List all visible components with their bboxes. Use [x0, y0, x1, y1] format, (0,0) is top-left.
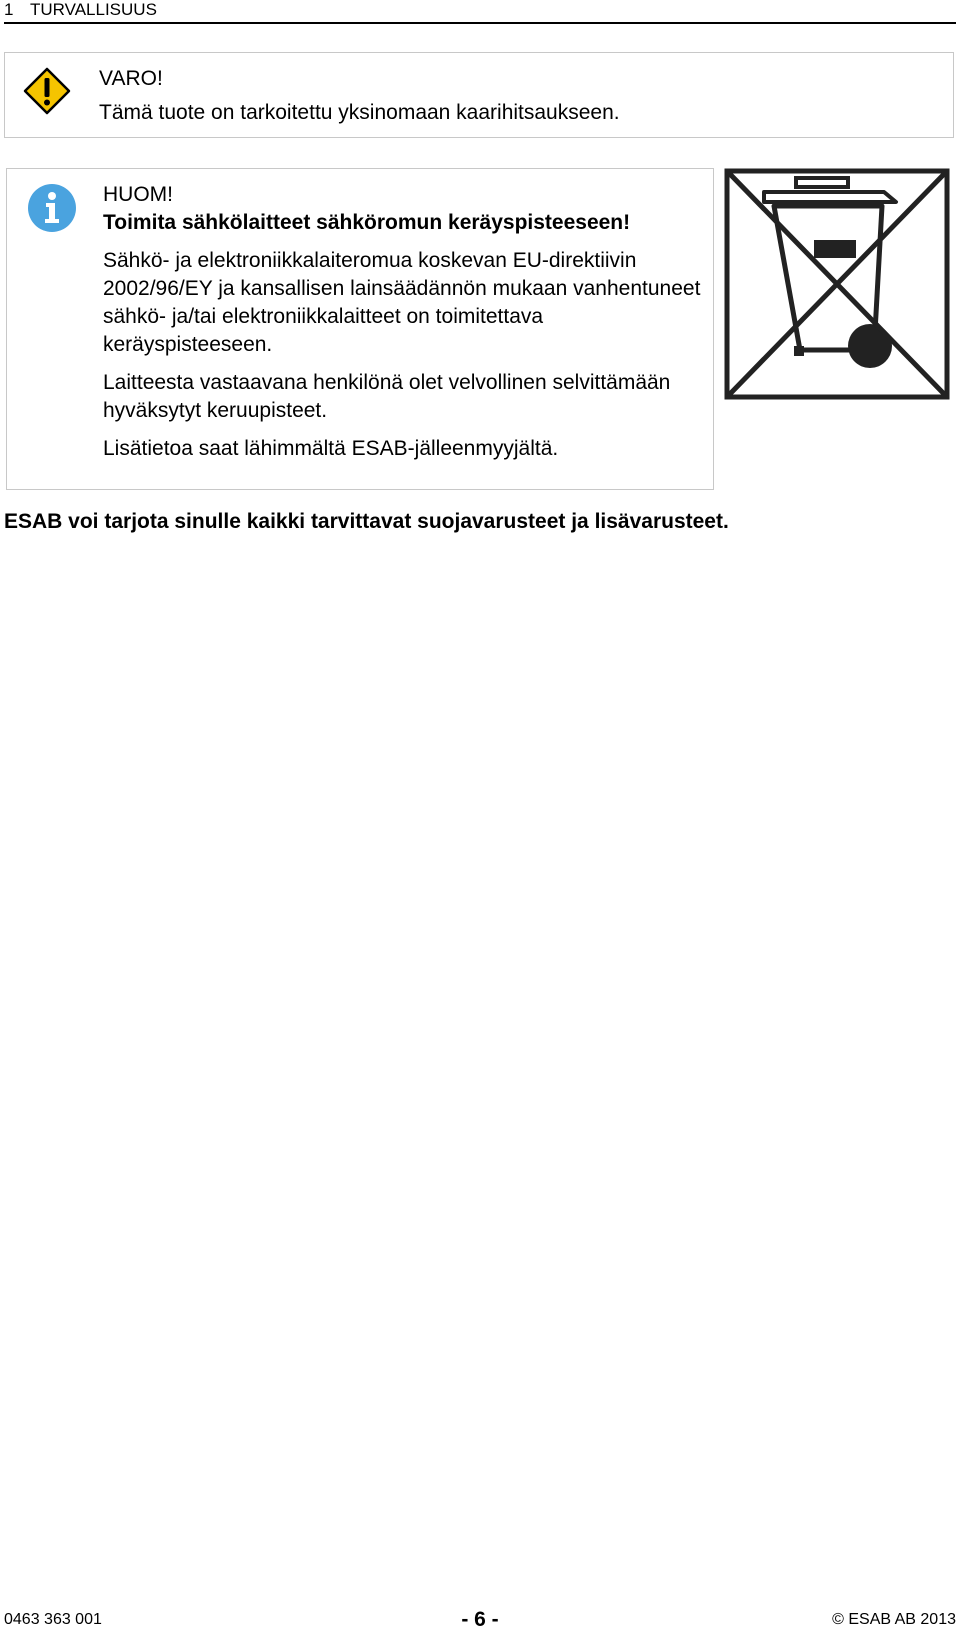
warning-triangle-icon	[23, 67, 71, 115]
document-number: 0463 363 001	[4, 1611, 102, 1628]
section-title: TURVALLISUUS	[30, 0, 157, 19]
note-title: HUOM!	[103, 183, 173, 206]
note-paragraph: Lisätietoa saat lähimmältä ESAB-jälleenmyyjältä.	[103, 437, 559, 460]
warning-title: VARO!	[99, 67, 163, 90]
note-subtitle: Toimita sähkölaitteet sähköromun keräyspisteeseen!	[103, 211, 631, 234]
note-content	[103, 181, 703, 463]
copyright: © ESAB AB 2013	[832, 1611, 956, 1628]
warning-box	[4, 52, 954, 138]
page-header	[4, 0, 956, 24]
note-paragraph: Laitteesta vastaavana henkilönä olet velvollinen selvittämään hyväksytyt keruupisteet.	[103, 371, 671, 422]
closing-text: ESAB voi tarjota sinulle kaikki tarvittavat suojavarusteet ja lisävarusteet.	[4, 510, 729, 533]
note-paragraph: Sähkö- ja elektroniikkalaiteromua koskevan EU-direktiivin 2002/96/EY ja kansallisen lainsäädännön mukaan vanhentuneet sähkö- ja/tai elektroniikkalaitteet on toimitettava keräyspisteeseen.	[103, 249, 701, 356]
crossed-out-wheelie-bin-icon	[724, 168, 950, 400]
page-number: - 6 -	[461, 1608, 499, 1631]
section-number: 1	[4, 0, 14, 19]
note-box	[6, 168, 714, 490]
warning-text: Tämä tuote on tarkoitettu yksinomaan kaarihitsaukseen.	[99, 101, 620, 124]
info-icon	[27, 183, 77, 233]
